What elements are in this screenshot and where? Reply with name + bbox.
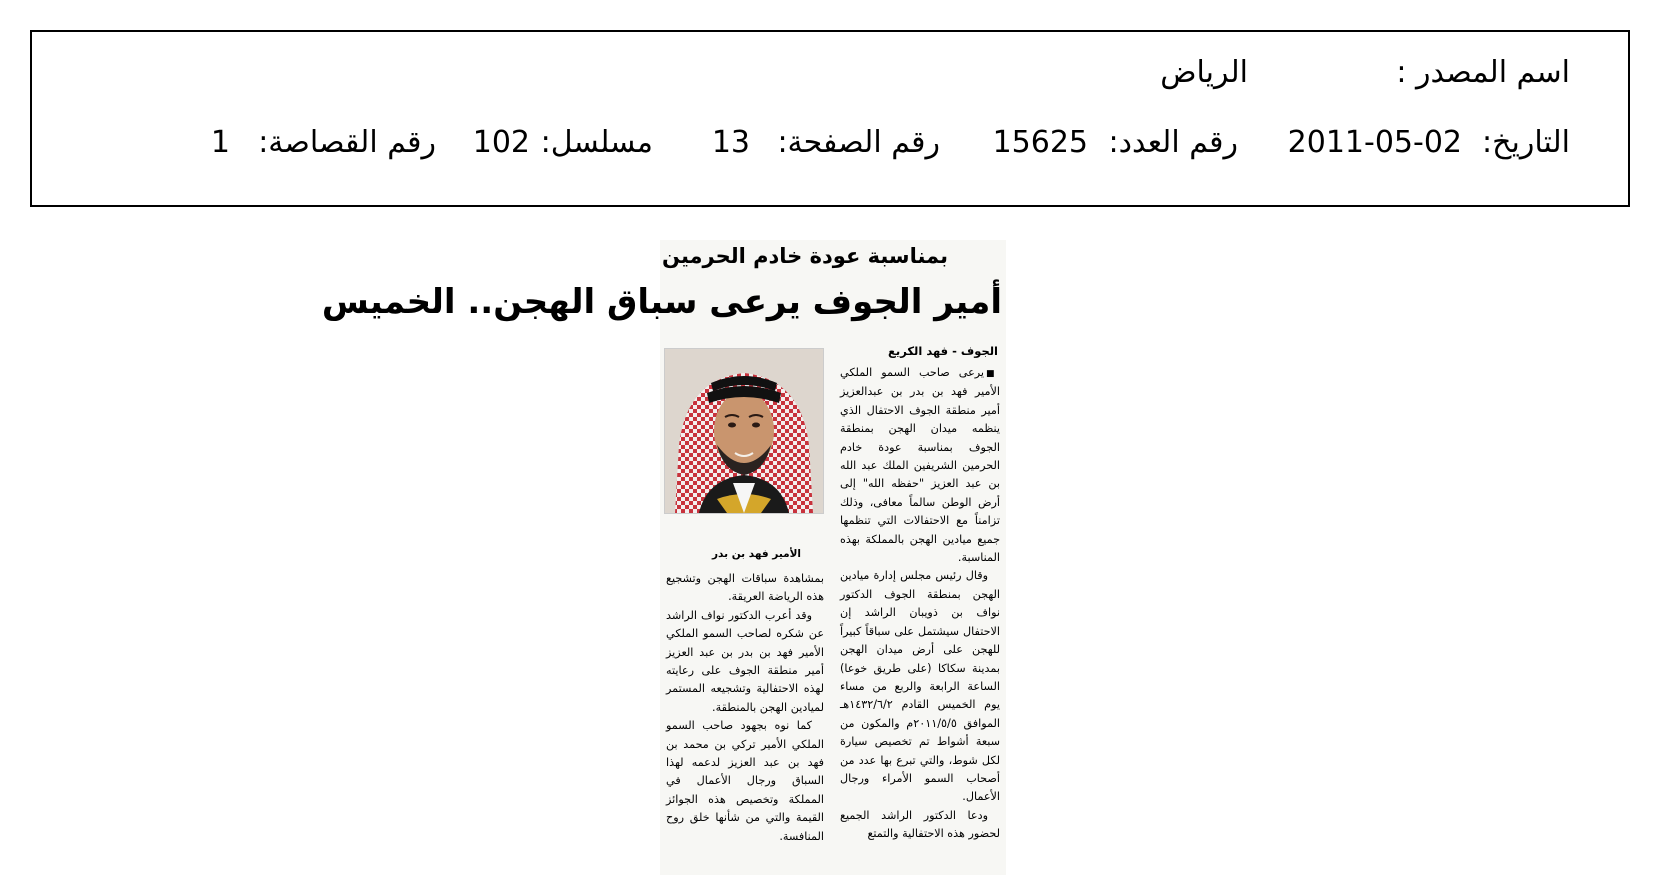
page-value: 13 bbox=[711, 125, 750, 160]
article-column-left bbox=[666, 570, 824, 846]
date-value: 2011-05-02 bbox=[1287, 125, 1462, 160]
article-paragraph: وقال رئيس مجلس إدارة ميادين الهجن بمنطقة الجوف الدكتور نواف بن ذويبان الراشد إن الاحتفال سيشتمل على سباقاً كبيراً للهجن على أرض ميدان الهجن بمدينة سكاكا (على طريق خوعا) الساعة الرابعة والربع من مساء يوم الخميس القادم ١٤٣٢/٦/٢هـ الموافق ٢٠١١/٥/٥م والمكون من سبعة أشواط تم تخصيص سيارة لكل شوط، والتي تبرع بها عدد من أصحاب السمو الأمراء ورجال الأعمال. bbox=[840, 569, 1000, 804]
article-paragraph: بمشاهدة سباقات الهجن وتشجيع هذه الرياضة العريقة. bbox=[666, 572, 824, 604]
article-paragraph: ■يرعى صاحب السمو الملكي الأمير فهد بن بدر بن عبدالعزيز أمير منطقة الجوف الاحتفال الذي ينظمه ميدان الهجن بمنطقة الجوف بمناسبة عودة خادم الحرمين الشريفين الملك عبد الله بن عبد العزيز "حفظه الله" إلى أرض الوطن سالماً معافى، وذلك تزامناً مع الاحتفالات التي تنظمها جميع ميادين الهجن بالمملكة بهذه المناسبة. bbox=[840, 366, 1000, 565]
date-label: التاريخ: bbox=[1482, 125, 1570, 160]
article-column-right bbox=[840, 364, 1000, 844]
newspaper-clipping bbox=[321, 240, 1006, 875]
photo-caption: الأمير فهد بن بدر bbox=[712, 548, 802, 560]
source-info-box bbox=[30, 30, 1630, 207]
clip-value: 1 bbox=[210, 125, 230, 160]
serial-label: مسلسل: bbox=[540, 125, 653, 160]
issue-label: رقم العدد: bbox=[1108, 125, 1238, 160]
serial-value: 102 bbox=[472, 125, 530, 160]
article-paragraph: وقد أعرب الدكتور نواف الراشد عن شكره لصاحب السمو الملكي الأمير فهد بن بدر بن عبد العزيز أمير منطقة الجوف على رعايته لهذه الاحتفالية وتشجيعه المستمر لميادين الهجن بالمنطقة. bbox=[666, 608, 824, 714]
source-label: اسم المصدر : bbox=[1396, 55, 1570, 90]
article-kicker: بمناسبة عودة خادم الحرمين bbox=[662, 244, 948, 268]
prince-photo bbox=[664, 348, 824, 514]
article-paragraph: كما نوه بجهود صاحب السمو الملكي الأمير تركي بن محمد بن فهد بن عبد العزيز لدعمه لهذا السباق ورجال الأعمال في المملكة وتخصيص هذه الجوائز القيمة والتي من شأنها خلق روح المنافسة. bbox=[666, 719, 824, 843]
article-byline: الجوف - فهد الكريع bbox=[888, 344, 998, 358]
issue-value: 15625 bbox=[992, 125, 1088, 160]
page-label: رقم الصفحة: bbox=[777, 125, 940, 160]
article-headline: أمير الجوف يرعى سباق الهجن.. الخميس bbox=[321, 282, 1002, 322]
source-value: الرياض bbox=[1160, 55, 1248, 90]
portrait-illustration bbox=[665, 349, 823, 513]
clip-label: رقم القصاصة: bbox=[258, 125, 436, 160]
bullet-square-icon: ■ bbox=[986, 369, 1000, 379]
article-paragraph: ودعا الدكتور الراشد الجميع لحضور هذه الاحتفالية والتمتع bbox=[840, 808, 1000, 841]
